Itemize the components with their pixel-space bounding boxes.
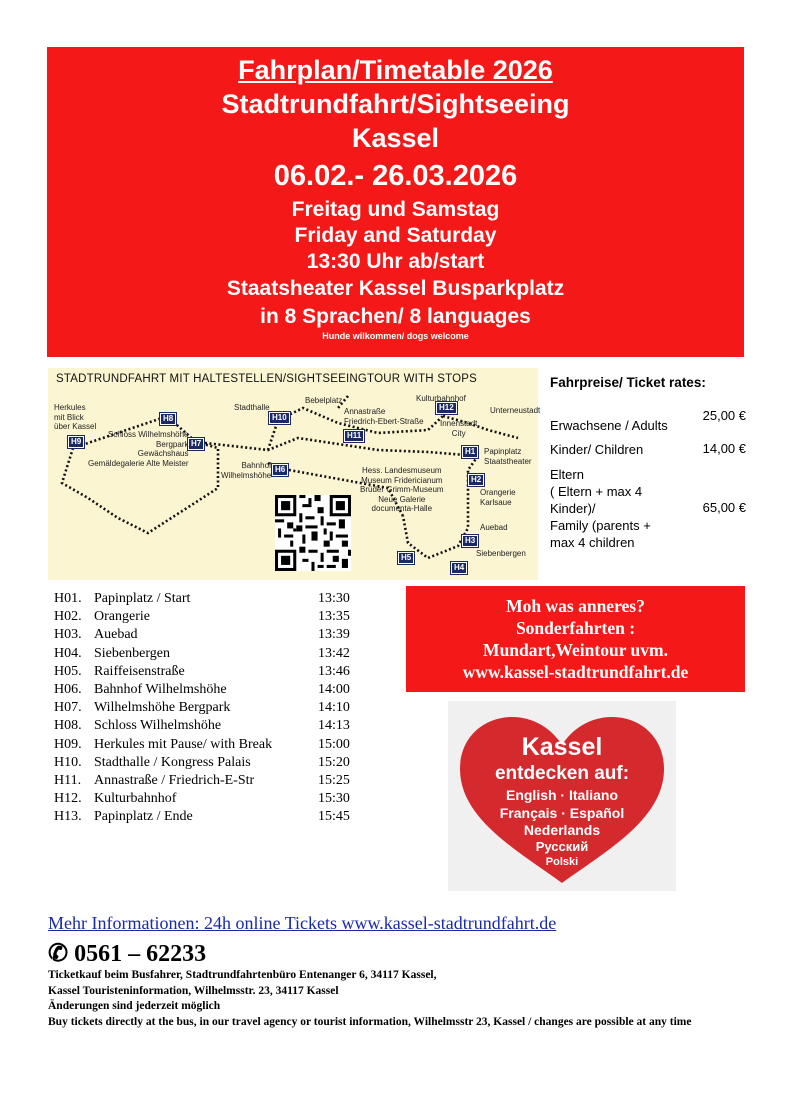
stop-list: [52, 590, 362, 826]
stop-time: 13:42: [318, 645, 350, 661]
map-stop-h6: H6: [272, 464, 288, 476]
purchase-info: [48, 968, 748, 1030]
banner-city: Kassel: [351, 123, 440, 153]
price-row-adults: [550, 408, 746, 442]
stop-time: 14:00: [318, 681, 350, 697]
stop-time: 13:35: [318, 609, 350, 625]
map-stop-h9: H9: [68, 436, 84, 448]
banner-dates: 06.02.- 26.03.2026: [273, 160, 518, 192]
stop-name: Papinplatz / Ende: [94, 809, 193, 825]
stop-name: Herkules mit Pause/ with Break: [94, 736, 273, 752]
stop-name: Annastraße / Friedrich-E-Str: [94, 772, 255, 788]
stop-name: Orangerie: [94, 609, 150, 625]
list-item: [52, 699, 362, 717]
banner-subtitle: Stadtrundfahrt/Sightseeing: [221, 89, 570, 119]
map-stop-h8: H8: [160, 413, 176, 425]
map-label-innenstadt: Innenstadt City: [440, 419, 478, 438]
banner-location: Staatsheater Kassel Busparkplatz: [226, 277, 565, 300]
phone-icon: ✆: [48, 941, 69, 967]
list-item: [52, 754, 362, 772]
stop-id: H02.: [54, 609, 82, 625]
stop-id: H05.: [54, 663, 82, 679]
stop-time: 14:10: [318, 700, 350, 716]
map-label-orangerie: Orangerie Karlsaue: [480, 488, 516, 507]
list-item: [52, 772, 362, 790]
stop-name: Raiffeisenstraße: [94, 663, 185, 679]
map-stop-h1: H1: [462, 446, 478, 458]
map-label-herkules: Herkules mit Blick über Kassel: [54, 403, 97, 431]
special-line-1: Moh was anneres?: [506, 596, 645, 616]
map-stop-h7: H7: [188, 438, 204, 450]
map-label-auebad: Auebad: [480, 523, 508, 532]
stop-id: H10.: [54, 754, 82, 770]
stop-id: H09.: [54, 736, 82, 752]
stop-name: Bahnhof Wilhelmshöhe: [94, 681, 227, 697]
fine-line-4: Buy tickets directly at the bus, in our travel agency or tourist information, Wilhelmsstr 23, Kassel / changes are possible at any time: [48, 1015, 692, 1028]
stop-time: 15:20: [318, 754, 350, 770]
price-value: 65,00 €: [702, 500, 746, 515]
list-item: [52, 608, 362, 626]
fine-line-2: Kassel Touristeninformation, Wilhelmsstr. 23, 34117 Kassel: [48, 984, 339, 997]
price-row-family: [550, 466, 746, 551]
route-map: [48, 368, 541, 580]
list-item: [52, 681, 362, 699]
stop-name: Stadthalle / Kongress Palais: [94, 754, 251, 770]
map-stop-h4: H4: [451, 562, 467, 574]
heart-lang-1: English · Italiano: [505, 787, 618, 803]
map-label-siebenbergen: Siebenbergen: [476, 549, 526, 558]
stop-id: H07.: [54, 700, 82, 716]
header-banner: [47, 47, 744, 357]
stop-id: H08.: [54, 718, 82, 734]
stop-name: Auebad: [94, 627, 138, 643]
map-stop-h10: H10: [269, 412, 290, 424]
stop-id: H04.: [54, 645, 82, 661]
special-line-2: Sonderfahrten :: [515, 618, 636, 638]
map-label-museum: Hess. Landesmuseum Museum Fridericianum Brüder Grimm-Museum Neue Galerie documenta-Halle: [360, 466, 444, 513]
stop-id: H01.: [54, 591, 82, 606]
stop-time: 15:45: [318, 809, 350, 825]
heart-lang-3: Nederlands: [523, 822, 601, 838]
qr-code[interactable]: [275, 495, 351, 571]
map-title: STADTRUNDFAHRT MIT HALTESTELLEN/SIGHTSEEINGTOUR WITH STOPS: [56, 373, 477, 385]
price-label: Erwachsene / Adults: [550, 418, 668, 433]
stop-time: 15:30: [318, 791, 350, 807]
map-label-papinplatz: Papinplatz Staatstheater: [484, 447, 532, 466]
list-item: [52, 736, 362, 754]
banner-days-de: Freitag und Samstag: [291, 198, 500, 221]
ticket-prices: [550, 375, 750, 550]
banner-days-en: Friday and Saturday: [294, 224, 497, 247]
stop-name: Siebenbergen: [94, 645, 170, 661]
list-item: [52, 663, 362, 681]
stop-time: 13:46: [318, 663, 350, 679]
map-stop-h11: H11: [344, 430, 364, 442]
special-tours-box: [406, 586, 745, 692]
stop-id: H11.: [54, 772, 82, 788]
qr-code-icon: [275, 495, 351, 571]
map-label-bebelplatz: Bebelplatz: [305, 396, 343, 405]
heart-lang-4: Русский: [535, 839, 589, 854]
heart-title: Kassel: [521, 733, 603, 761]
map-label-bahnhof: Bahnhof Wilhelmshöhe: [221, 461, 272, 480]
special-line-3: Mundart,Weintour uvm.: [483, 640, 668, 660]
stop-time: 14:13: [318, 718, 350, 734]
map-label-stadthalle: Stadthalle: [234, 403, 270, 412]
list-item: [52, 717, 362, 735]
price-label: Eltern ( Eltern + max 4 Kinder)/ Family (parents + max 4 children: [550, 467, 651, 550]
languages-heart: [448, 701, 676, 891]
heart-lang-5: Polski: [545, 856, 579, 868]
stop-time: 15:00: [318, 736, 350, 752]
phone-number-line[interactable]: [48, 939, 206, 968]
map-label-unterneustadt: Unterneustadt: [490, 406, 541, 415]
fine-line-3: Änderungen sind jederzeit möglich: [48, 1000, 221, 1012]
stop-id: H13.: [54, 809, 82, 825]
stop-id: H03.: [54, 627, 82, 643]
heart-lang-2: Français · Español: [499, 805, 625, 821]
banner-languages: in 8 Sprachen/ 8 languages: [260, 305, 531, 328]
stop-time: 15:25: [318, 772, 350, 788]
prices-heading: Fahrpreise/ Ticket rates:: [550, 375, 706, 390]
list-item: [52, 790, 362, 808]
stop-time: 13:30: [318, 591, 350, 606]
price-row-children: [550, 441, 746, 461]
fine-line-1: Ticketkauf beim Busfahrer, Stadtrundfahrtenbüro Entenanger 6, 34117 Kassel,: [48, 969, 437, 981]
stop-id: H06.: [54, 681, 82, 697]
stop-name: Schloss Wilhelmshöhe: [94, 718, 222, 734]
list-item: [52, 626, 362, 644]
phone-number: 0561 – 62233: [74, 941, 207, 967]
list-item: [52, 590, 362, 608]
stop-name: Papinplatz / Start: [94, 591, 191, 606]
list-item: [52, 645, 362, 663]
stop-time: 13:39: [318, 627, 350, 643]
list-item: [52, 808, 362, 826]
banner-start-time: 13:30 Uhr ab/start: [306, 250, 485, 273]
stop-id: H12.: [54, 791, 82, 807]
stop-name: Wilhelmshöhe Bergpark: [94, 700, 231, 716]
price-value: 14,00 €: [702, 441, 746, 456]
map-label-kulturbahnhof: Kulturbahnhof: [416, 394, 466, 403]
price-label: Kinder/ Children: [550, 442, 644, 457]
banner-title: Fahrplan/Timetable 2026: [238, 55, 553, 85]
price-value: 25,00 €: [702, 408, 746, 423]
heart-subtitle: entdecken auf:: [494, 763, 630, 784]
special-website-link[interactable]: www.kassel-stadtrundfahrt.de: [462, 662, 689, 682]
map-stop-h12: H12: [436, 402, 457, 414]
map-label-schloss: Schloss Wilhelmshöhe Bergpark Gewächshaus Gemäldegalerie Alte Meister: [88, 430, 189, 468]
banner-dogs: Hunde wilkommen/ dogs welcome: [322, 331, 469, 341]
info-link[interactable]: Mehr Informationen: 24h online Tickets www.kassel-stadtrundfahrt.de: [48, 913, 557, 933]
map-label-annastrasse: Annastraße Friedrich-Ebert-Straße: [344, 407, 424, 426]
map-stop-h2: H2: [468, 474, 484, 486]
stop-name: Kulturbahnhof: [94, 791, 177, 807]
map-stop-h5: H5: [398, 552, 414, 564]
map-stop-h3: H3: [462, 535, 478, 547]
